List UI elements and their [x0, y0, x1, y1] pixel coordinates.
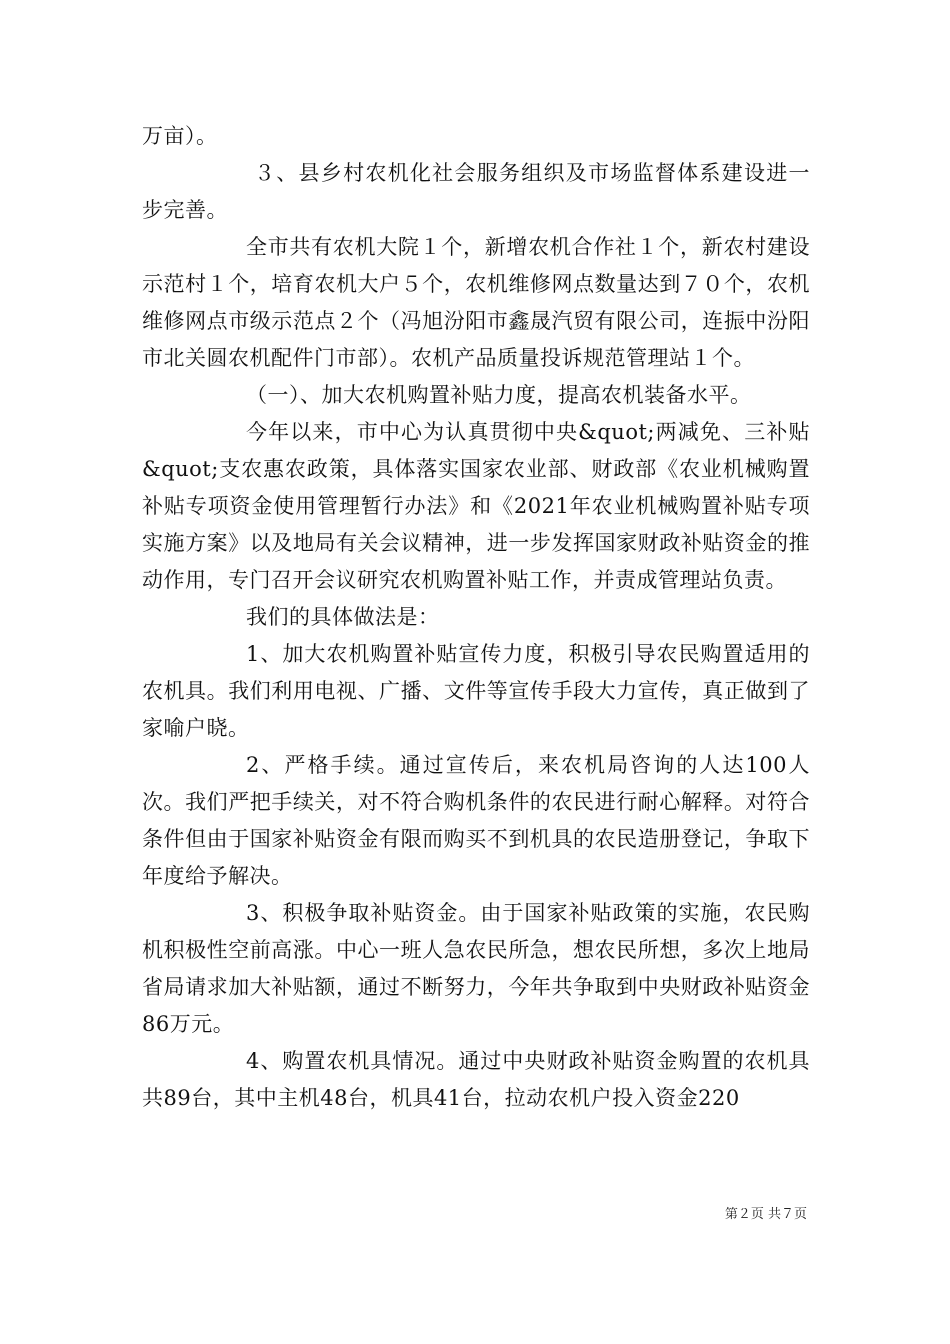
paragraph-continuation: 万亩）。: [142, 124, 218, 148]
paragraph-methods-intro: 我们的具体做法是：: [246, 605, 440, 629]
paragraph-method-4: 4、购置农机具情况。通过中央财政补贴资金购置的农机具共89台，其中主机48台，机具41台，拉动农机户投入资金220: [142, 1049, 810, 1110]
paragraph-method-3: 3、积极争取补贴资金。由于国家补贴政策的实施，农民购机积极性空前高涨。中心一班人急农民所急，想农民所想，多次上地局省局请求加大补贴额，通过不断努力，今年共争取到中央财政补贴资金86万元。: [142, 901, 810, 1036]
paragraph-subsidy-heading: （一）、加大农机购置补贴力度，提高农机装备水平。: [246, 383, 752, 407]
paragraph-method-2: 2、严格手续。通过宣传后，来农机局咨询的人达100人次。我们严把手续关，对不符合购机条件的农民进行耐心解释。对符合条件但由于国家补贴资金有限而购买不到机具的农民造册登记，争取下年度给予解决。: [142, 753, 810, 888]
paragraph-method-1: 1、加大农机购置补贴宣传力度，积极引导农民购置适用的农机具。我们利用电视、广播、文件等宣传手段大力宣传，真正做到了家喻户晓。: [142, 642, 810, 740]
paragraph-section-heading-3: ３、县乡村农机化社会服务组织及市场监督体系建设进一步完善。: [142, 161, 810, 222]
document-body: [142, 118, 810, 1117]
paragraph-service-organizations: 全市共有农机大院１个，新增农机合作社１个，新农村建设示范村１个，培育农机大户５个，农机维修网点数量达到７０个，农机维修网点市级示范点２个（冯旭汾阳市鑫晟汽贸有限公司，连振中汾阳市北关圆农机配件门市部）。农机产品质量投诉规范管理站１个。: [142, 235, 810, 370]
paragraph-policy-implementation: 今年以来，市中心为认真贯彻中央&quot;两减免、三补贴&quot;支农惠农政策，具体落实国家农业部、财政部《农业机械购置补贴专项资金使用管理暂行办法》和《2021年农业机械购置补贴专项实施方案》以及地局有关会议精神，进一步发挥国家财政补贴资金的推动作用，专门召开会议研究农机购置补贴工作，并责成管理站负责。: [142, 420, 810, 592]
page-number-footer: 第２页 共７页: [724, 1207, 807, 1222]
